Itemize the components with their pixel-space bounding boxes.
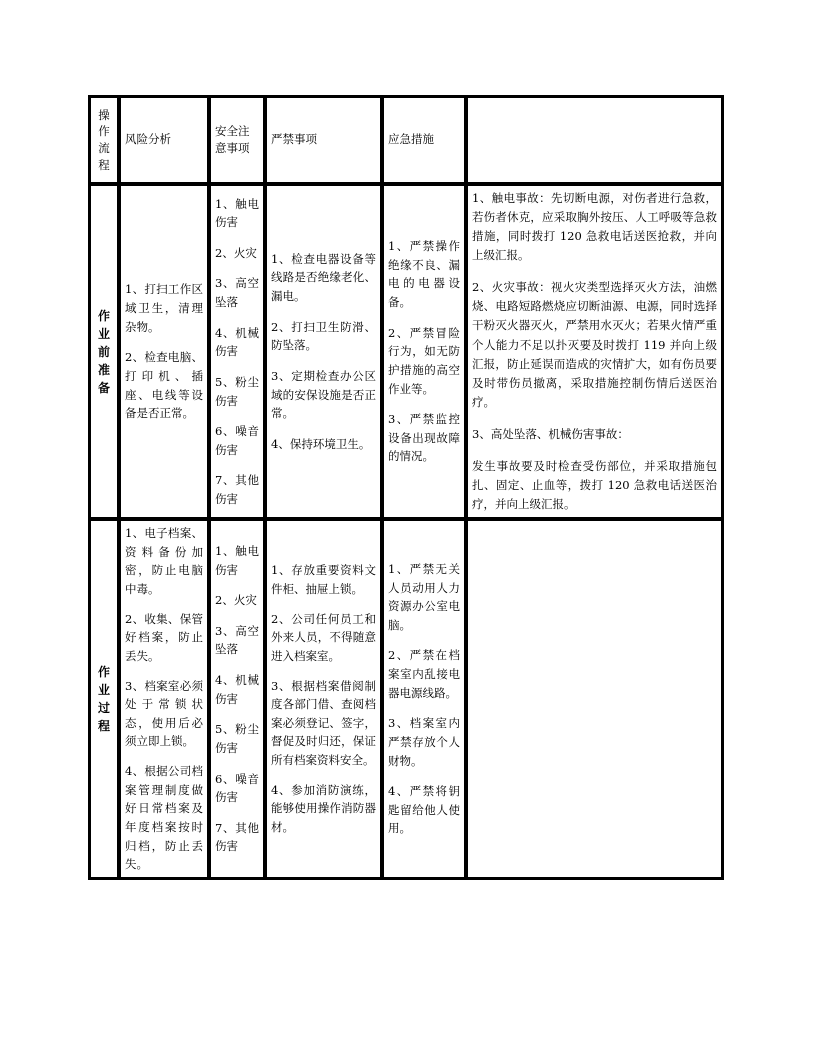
table-row	[90, 185, 722, 518]
header-cell-prohibitions	[266, 97, 381, 183]
cell-hazards-2	[210, 520, 264, 878]
header-label-risk-analysis: 风险分析	[125, 132, 171, 147]
header-label-safety-notes: 安全注意事项	[215, 123, 250, 155]
header-cell-safety-notes	[210, 97, 264, 183]
list-item: 3、高空坠落	[215, 276, 259, 310]
process-name: 作业过程	[97, 664, 110, 733]
list-item: 4、参加消防演练，能够使用操作消防器材。	[271, 782, 376, 834]
cell-emergency-measures-1	[467, 185, 722, 518]
list-item: 2、严禁冒险行为，如无防护措施的高空作业等。	[388, 325, 460, 396]
process-name: 作业前准备	[97, 308, 110, 395]
list-item: 1、打扫工作区域卫生，清理杂物。	[125, 282, 203, 334]
list-item: 7、其他伤害	[215, 473, 259, 507]
cell-safety-notes-2	[266, 520, 381, 878]
list-item: 5、粉尘伤害	[215, 722, 259, 755]
list-item: 1、检查电器设备等线路是否绝缘老化、漏电。	[271, 251, 376, 304]
header-label-prohibitions: 严禁事项	[271, 132, 317, 147]
list-item: 2、收集、保管好档案，防止丢失。	[125, 611, 203, 663]
list-item: 1、严禁操作绝缘不良、漏电的电器设备。	[388, 239, 460, 310]
list-item: 3、定期检查办公区域的安保设施是否正常。	[271, 368, 376, 421]
header-cell-process	[90, 97, 118, 183]
risk-control-table	[88, 95, 724, 880]
table-row	[90, 520, 722, 878]
list-item: 3、档案室内严禁存放个人财物。	[388, 716, 460, 768]
list-item: 发生事故要及时检查受伤部位，并采取措施包扎、固定、止血等，拨打 120 急救电话送医治疗，并向上级汇报。	[472, 458, 717, 512]
list-item: 6、噪音伤害	[215, 424, 259, 457]
list-item: 1、严禁无关人员动用人力资源办公室电脑。	[388, 561, 460, 632]
list-item: 7、其他伤害	[215, 820, 259, 854]
list-item: 2、火灾	[215, 245, 257, 260]
cell-safety-notes-1	[266, 185, 381, 518]
cell-risk-analysis-2	[120, 520, 208, 878]
header-cell-risk-analysis	[120, 97, 208, 183]
list-item: 4、机械伤害	[215, 325, 259, 359]
list-item: 3、严禁监控设备出现故障的情况。	[388, 412, 460, 464]
row-label-process-2	[90, 520, 118, 878]
list-item: 2、公司任何员工和外来人员，不得随意进入档案室。	[271, 611, 376, 663]
list-item: 6、噪音伤害	[215, 771, 259, 805]
list-item: 3、高空坠落	[215, 623, 259, 657]
header-cell-emergency-measures	[383, 97, 465, 183]
list-item: 5、粉尘伤害	[215, 374, 259, 408]
list-item: 2、检查电脑、打印机、插座、电线等设备是否正常。	[125, 350, 203, 421]
header-cell-blank	[467, 97, 722, 183]
list-item: 3、档案室必须处于常锁状态，使用后必须立即上锁。	[125, 678, 203, 749]
header-label-process: 操作流程	[98, 107, 110, 172]
list-item: 2、火灾	[215, 593, 257, 608]
list-item: 1、电子档案、资料备份加密，防止电脑中毒。	[125, 526, 203, 597]
cell-hazards-1	[210, 185, 264, 518]
list-item: 2、火灾事故：视火灾类型选择灭火方法，油燃烧、电路短路燃烧应切断油源、电源，同时选择干粉灭火器灭火，严禁用水灭火；若果火情严重个人能力不足以扑灭要及时拨打 119 并向上级汇报，防止延误而造成的灾情扩大，如有伤员要及时带伤员撤离，采取措施控制伤情后送医治疗。	[472, 280, 717, 409]
cell-prohibitions-1	[383, 185, 465, 518]
row-label-process-1	[90, 185, 118, 518]
header-label-emergency-measures: 应急措施	[388, 132, 434, 147]
table-header-row	[90, 97, 722, 183]
list-item: 1、触电伤害	[215, 543, 259, 577]
list-item: 4、根据公司档案管理制度做好日常档案及年度档案按时归档，防止丢失。	[125, 764, 203, 872]
list-item: 1、触电伤害	[215, 196, 259, 230]
list-item: 4、严禁将钥匙留给他人使用。	[388, 784, 460, 836]
list-item: 3、高处坠落、机械伤害事故：	[472, 426, 629, 441]
list-item: 1、触电事故：先切断电源，对伤者进行急救，若伤者休克，应采取胸外按压、人工呼吸等急救措施，同时拨打 120 急救电话送医抢救，并向上级汇报。	[472, 191, 717, 263]
cell-risk-analysis-1	[120, 185, 208, 518]
list-item: 2、打扫卫生防滑、防坠落。	[271, 319, 376, 353]
list-item: 4、保持环境卫生。	[271, 436, 371, 451]
list-item: 3、根据档案借阅制度各部门借、查阅档案必须登记、签字，督促及时归还，保证所有档案资料安全。	[271, 678, 376, 768]
list-item: 4、机械伤害	[215, 673, 259, 706]
list-item: 2、严禁在档案室内乱接电器电源线路。	[388, 648, 460, 700]
list-item: 1、存放重要资料文件柜、抽屉上锁。	[271, 563, 376, 597]
cell-emergency-measures-2	[467, 520, 722, 878]
cell-prohibitions-2	[383, 520, 465, 878]
